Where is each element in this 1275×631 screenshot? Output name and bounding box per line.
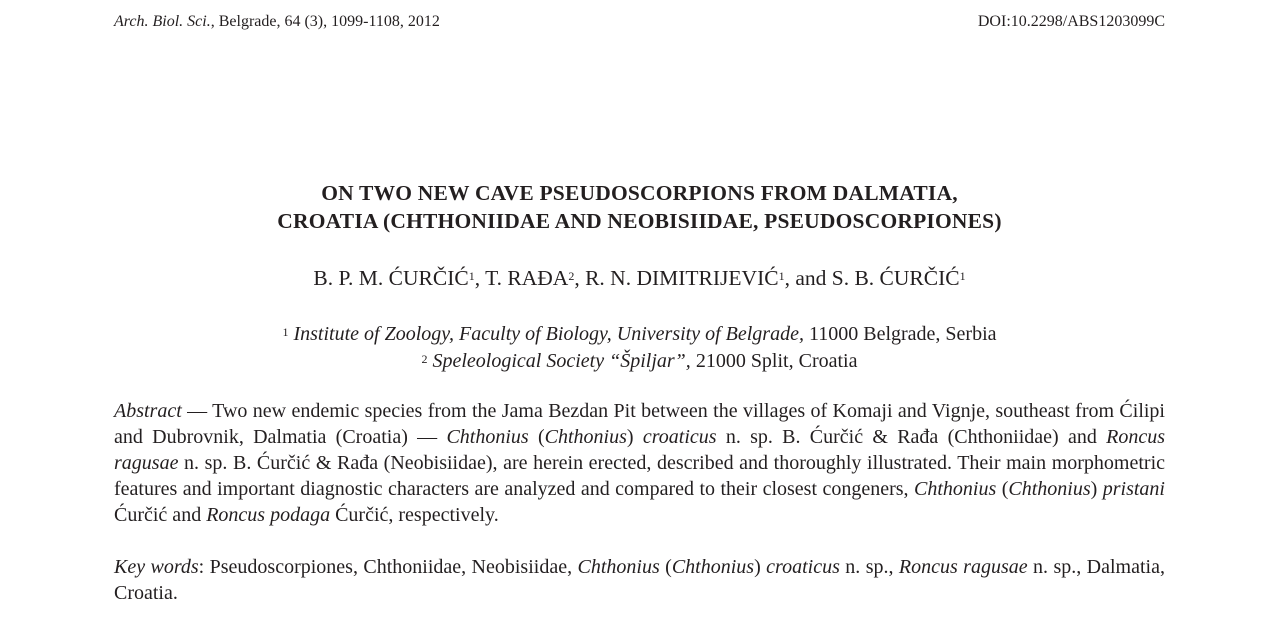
author-separator: , and <box>784 266 832 290</box>
abstract-label: Abstract <box>114 400 182 422</box>
journal-citation <box>114 12 440 32</box>
species-name: Roncus ragusae <box>114 426 1166 474</box>
title-line-1: ON TWO NEW CAVE PSEUDOSCORPIONS FROM DALMATIA, <box>321 181 958 205</box>
affiliations <box>114 321 1165 375</box>
keywords <box>114 554 1165 606</box>
species-name: Chthonius <box>671 556 755 578</box>
keywords-text: ) <box>754 556 767 578</box>
affiliation-location: 11000 Belgrade, Serbia <box>803 323 997 345</box>
species-name: croaticus <box>766 556 840 578</box>
abstract-text: n. sp. B. Ćurčić & Rađa (Neobisiidae), are herein erected, described and thoroughly illustrated. Their main morphometric features and important diagnostic characters are analyzed and compared to their closest congeners, <box>114 452 1165 500</box>
journal-volume-pages: , Belgrade, 64 (3), 1099-1108, 2012 <box>210 13 440 30</box>
author-name: R. N. DIMITRIJEVIĆ <box>585 266 779 290</box>
abstract-text: Ćurčić, respectively. <box>330 504 499 526</box>
abstract-text: Ćurčić and <box>114 504 207 526</box>
affiliation-location: 21000 Split, Croatia <box>690 350 858 372</box>
affiliation-institution: Speleological Society “Špiljar”, <box>432 350 691 372</box>
author-name: B. P. M. ĆURČIĆ <box>313 266 469 290</box>
keywords-text: : Pseudoscorpiones, Chthoniidae, Neobisiidae, <box>198 556 578 578</box>
abstract-text: ) <box>1090 478 1103 500</box>
affiliation-1 <box>114 321 1165 348</box>
affiliation-institution: Institute of Zoology, Faculty of Biology, University of Belgrade, <box>293 323 804 345</box>
species-name: Chthonius <box>914 478 997 500</box>
species-name: Chthonius <box>446 426 529 448</box>
title-line-2: CROATIA (CHTHONIIDAE AND NEOBISIIDAE, PSEUDOSCORPIONES) <box>277 209 1002 233</box>
journal-name: Arch. Biol. Sci. <box>114 13 211 30</box>
species-name: croaticus <box>642 426 717 448</box>
affiliation-2 <box>114 348 1165 375</box>
author-separator: , <box>474 266 486 290</box>
species-name: Roncus ragusae <box>898 556 1028 578</box>
keywords-label: Key words <box>114 556 199 578</box>
abstract-text: — Two new endemic species from the Jama Bezdan Pit between the villages of Komaji and Vignje, southeast from Ćilipi and Dubrovnik, Dalmatia (Croatia) — <box>114 400 1165 448</box>
author-name: S. B. ĆURČIĆ <box>831 266 960 290</box>
affiliation-mark: 2 <box>421 352 428 366</box>
author-list <box>114 264 1165 292</box>
author-affiliation-mark: 1 <box>959 269 966 283</box>
running-header <box>114 12 1165 32</box>
species-name: Chthonius <box>577 556 660 578</box>
author-name: T. RAĐA <box>485 266 569 290</box>
species-name: Roncus podaga <box>206 504 331 526</box>
doi: DOI:10.2298/ABS1203099C <box>977 13 1165 30</box>
abstract-text: ( <box>996 478 1009 500</box>
abstract-text: n. sp. B. Ćurčić & Rađa (Chthoniidae) and <box>716 426 1107 448</box>
species-name: Chthonius <box>1008 478 1091 500</box>
abstract-text: ) <box>626 426 643 448</box>
species-name: pristani <box>1102 478 1165 500</box>
author-affiliation-mark: 2 <box>568 269 575 283</box>
abstract-text: ( <box>528 426 545 448</box>
abstract <box>114 398 1165 528</box>
keywords-text: ( <box>659 556 672 578</box>
author-separator: , <box>574 266 586 290</box>
keywords-text: n. sp., <box>839 556 899 578</box>
keywords-text: n. sp., Dalmatia, Croatia. <box>114 556 1165 604</box>
paper-title <box>114 179 1165 235</box>
species-name: Chthonius <box>544 426 627 448</box>
affiliation-mark: 1 <box>282 325 289 339</box>
author-affiliation-mark: 1 <box>778 269 785 283</box>
author-affiliation-mark: 1 <box>468 269 475 283</box>
